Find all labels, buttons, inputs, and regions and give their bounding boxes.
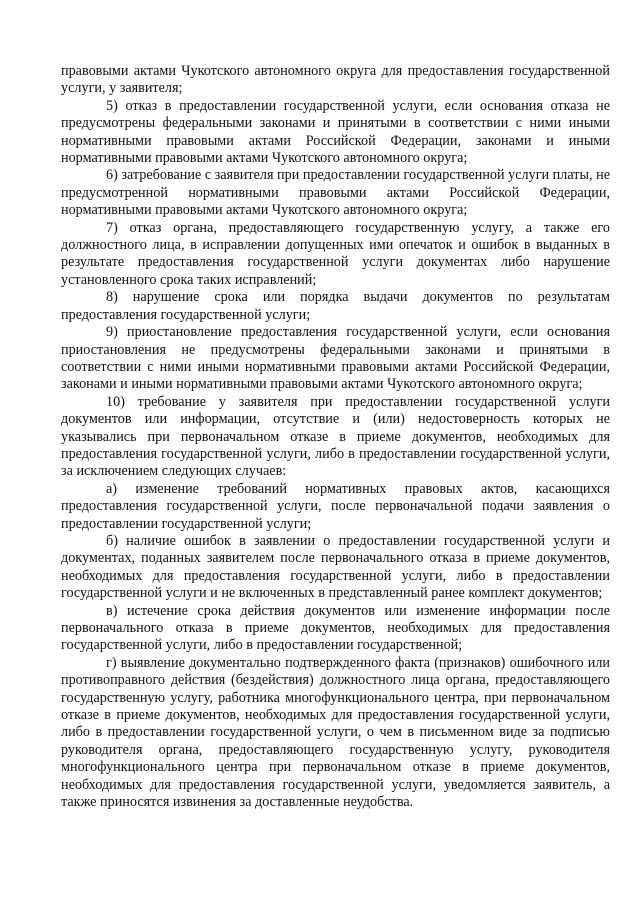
document-body (61, 63, 610, 811)
paragraph-item-7: 7) отказ органа, предоставляющего государственную услугу, а также его должностного лица, в исправлении допущенных ими опечаток и ошибок в выданных в результате предоставления государственной услуги документах либо нарушение установленного срока таких исправлений; (61, 219, 610, 288)
paragraph-item-5: 5) отказ в предоставлении государственной услуги, если основания отказа не предусмотрены федеральными законами и принятыми в соответствии с ними иными нормативными правовыми актами Российской Федерации, законами и иными нормативными правовыми актами Чукотского автономного округа; (61, 97, 610, 167)
paragraph-subitem-g: г) выявление документально подтвержденного факта (признаков) ошибочного или противоправного действия (бездействия) должностного лица органа, предоставляющего государственную услугу, работника многофункционального центра, при первоначальном отказе в приеме документов, необходимых для предоставления государственной услуги, либо в предоставлении государственной услуги, о чем в письменном виде за подписью руководителя органа, предоставляющего государственную услугу, руководителя многофункционального центра при первоначальном отказе в приеме документов, необходимых для предоставления государственной услуги, уведомляется заявитель, а также приносятся извинения за доставленные неудобства. (61, 654, 610, 811)
paragraph-item-8: 8) нарушение срока или порядка выдачи документов по результатам предоставления государственной услуги; (61, 289, 610, 323)
paragraph-subitem-b: б) наличие ошибок в заявлении о предоставлении государственной услуги и документах, поданных заявителем после первоначального отказа в приеме документов, необходимых для предоставления государственной услуги, либо в предоставлении государственной услуги и не включенных в представленный ранее комплект документов; (61, 532, 610, 602)
paragraph-continuation: правовыми актами Чукотского автономного округа для предоставления государственной услуги, у заявителя; (61, 63, 610, 97)
paragraph-item-6: 6) затребование с заявителя при предоставлении государственной услуги платы, не предусмотренной нормативными правовыми актами Российской Федерации, нормативными правовыми актами Чукотского автономного округа; (61, 167, 610, 219)
paragraph-subitem-v: в) истечение срока действия документов или изменение информации после первоначального отказа в приеме документов, необходимых для предоставления государственной услуги, либо в предоставлении государственной; (61, 602, 610, 654)
paragraph-item-9: 9) приостановление предоставления государственной услуги, если основания приостановления не предусмотрены федеральными законами и принятыми в соответствии с ними иными нормативными правовыми актами Российской Федерации, законами и иными нормативными правовыми актами Чукотского автономного округа; (61, 324, 610, 393)
paragraph-item-10: 10) требование у заявителя при предоставлении государственной услуги документов или информации, отсутствие и (или) недостоверность которых не указывались при первоначальном отказе в приеме документов, необходимых для предоставления государственной услуги, либо в предоставлении государственной услуги, за исключением следующих случаев: (61, 393, 610, 480)
paragraph-subitem-a: а) изменение требований нормативных правовых актов, касающихся предоставления государственной услуги, после первоначальной подачи заявления о предоставлении государственной услуги; (61, 480, 610, 532)
